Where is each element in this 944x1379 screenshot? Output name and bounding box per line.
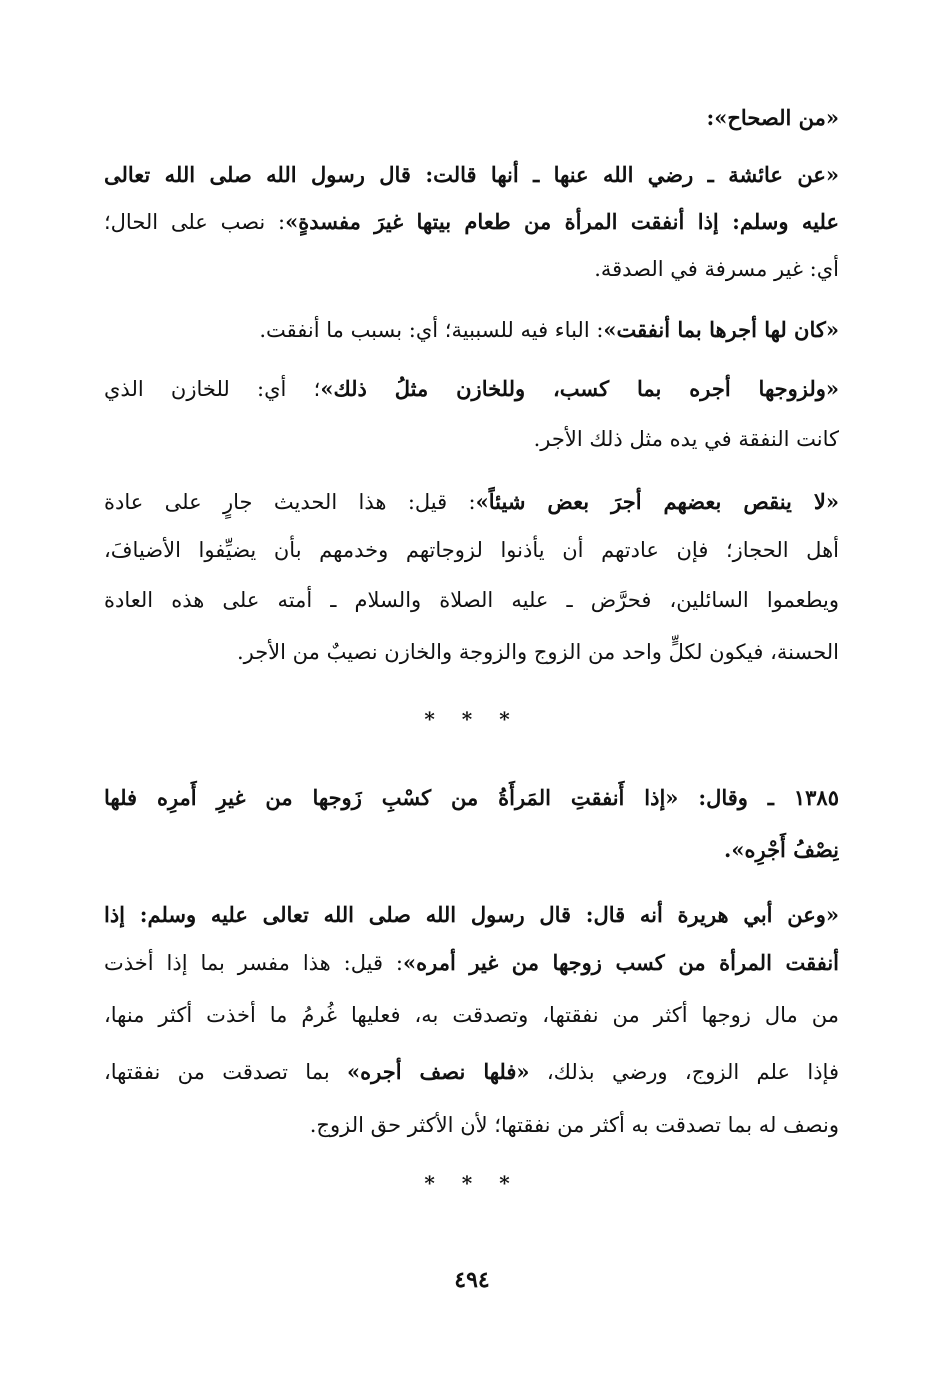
text-line — [104, 482, 839, 522]
text-line — [104, 202, 839, 242]
text-line — [104, 895, 839, 935]
text-line — [104, 632, 839, 672]
plain-text: الحسنة، فيكون لكلٍّ واحد من الزوج والزوجة والخازن نصيبٌ من الأجر. — [236, 640, 839, 664]
text-line — [104, 995, 839, 1035]
bold-text: «وعن أبي هريرة أنه قال: قال رسول الله صلى الله تعالى عليه وسلم: إذا — [104, 902, 839, 927]
bold-text: «ولزوجها أجره بما كسب، وللخازن مثلُ ذلك» — [320, 376, 839, 401]
section-separator: * * * — [424, 1171, 520, 1195]
text-line — [104, 369, 839, 409]
text-line — [104, 1052, 839, 1092]
bold-text: ١٣٨٥ ـ وقال: «إذا أَنفقتِ المَرأَةُ من كسْبِ زَوجها من غيرِ أَمرِه فلها — [104, 785, 839, 810]
plain-text: أهل الحجاز؛ فإن عادتهم أن يأذنوا لزوجاتهم وخدمهم بأن يضيِّفوا الأضيافَ، — [104, 538, 839, 562]
text-line — [104, 310, 839, 350]
text-line — [104, 530, 839, 570]
plain-text: كانت النفقة في يده مثل ذلك الأجر. — [533, 427, 839, 451]
text-line — [104, 419, 839, 459]
page-number: ٤٩٤ — [454, 1267, 490, 1293]
text-line — [104, 943, 839, 983]
section-heading — [104, 98, 839, 138]
text-line — [104, 580, 839, 620]
plain-text: : قيل: هذا الحديث جارٍ على عادة — [104, 490, 476, 514]
plain-text: ويطعموا السائلين، فحرَّض ـ عليه الصلاة والسلام ـ أمته على هذه العادة — [104, 588, 839, 612]
hadith-heading-line — [104, 830, 839, 870]
bold-text: «لا ينقص بعضهم أجرَ بعض شيئاً» — [475, 489, 839, 514]
bold-text: أنفقت المرأة من كسب زوجها من غير أمره» — [403, 950, 839, 975]
plain-text: بما تصدقت من نفقتها، — [104, 1060, 348, 1084]
bold-text: نِصْفُ أَجْرِه». — [724, 837, 839, 862]
plain-text: : نصب على الحال؛ — [104, 210, 286, 234]
plain-text: من مال زوجها أكثر من نفقتها، وتصدقت به، فعليها غُرمُ ما أخذت أكثر منها، — [104, 1003, 839, 1027]
bold-text: «فلها نصف أجره» — [347, 1059, 530, 1084]
bold-text: «عن عائشة ـ رضي الله عنها ـ أنها قالت: قال رسول الله صلى الله تعالى — [104, 162, 839, 187]
hadith-heading-line — [104, 778, 839, 818]
text-line — [104, 155, 839, 195]
bold-text: «كان لها أجرها بما أنفقت» — [603, 317, 839, 342]
plain-text: ؛ أي: للخازن الذي — [104, 377, 321, 401]
text-line — [104, 1105, 839, 1145]
plain-text: : قيل: هذا مفسر بما إذا أخذت — [104, 951, 403, 975]
plain-text: : الباء فيه للسببية؛ أي: بسبب ما أنفقت. — [259, 318, 604, 342]
text-line — [104, 249, 839, 289]
plain-text: ونصف له بما تصدقت به أكثر من نفقتها؛ لأن الأكثر حق الزوج. — [309, 1113, 839, 1137]
plain-text: أي: غير مسرفة في الصدقة. — [594, 257, 839, 281]
section-separator: * * * — [424, 707, 520, 731]
plain-text: فإذا علم الزوج، ورضي بذلك، — [529, 1060, 839, 1084]
bold-text: عليه وسلم: إذا أنفقت المرأة من طعام بيتها غيرَ مفسدةٍ» — [285, 209, 839, 234]
bold-text: «من الصحاح»: — [706, 105, 839, 130]
